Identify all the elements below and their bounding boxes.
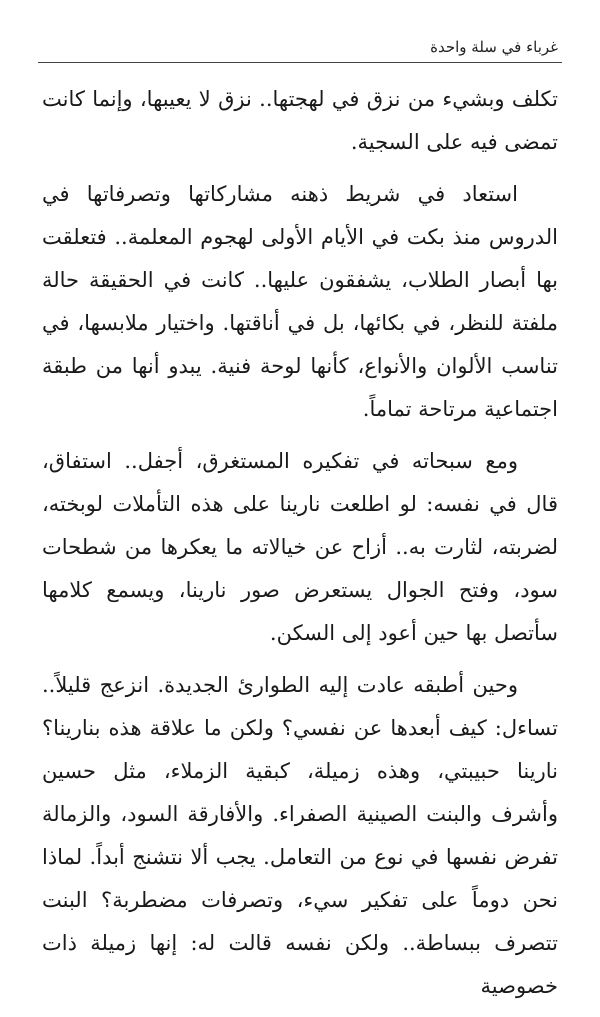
- body-text: [42, 78, 558, 1017]
- header-divider: [38, 62, 562, 63]
- paragraph-1: تكلف وبشيء من نزق في لهجتها.. نزق لا يعيبها، وإنما كانت تمضى فيه على السجية.: [42, 87, 558, 154]
- running-header-title: غرباء في سلة واحدة: [430, 38, 558, 56]
- paragraph-3: ومع سبحاته في تفكيره المستغرق، أجفل.. استفاق، قال في نفسه: لو اطلعت نارينا على هذه التأملات لوبخته، لضربته، لثارت به.. أزاح عن خيالاته ما يعكرها من شطحات سود، وفتح الجوال يستعرض صور نارينا، ويسمع كلامها سأتصل بها حين أعود إلى السكن.: [42, 449, 558, 645]
- paragraph-2: استعاد في شريط ذهنه مشاركاتها وتصرفاتها في الدروس منذ بكت في الأيام الأولى لهجوم المعلمة.. فتعلقت بها أبصار الطلاب، يشفقون عليها.. كانت في الحقيقة حالة ملفتة للنظر، في بكائها، بل في أناقتها. واختيار ملابسها، في تناسب الألوان والأنواع، كأنها لوحة فنية. يبدو أنها من طبقة اجتماعية مرتاحة تماماً.: [42, 182, 558, 421]
- paragraph-4: وحين أطبقه عادت إليه الطوارئ الجديدة. انزعج قليلاً.. تساءل: كيف أبعدها عن نفسي؟ ولكن ما علاقة هذه بنارينا؟ نارينا حبيبتي، وهذه زميلة، كبقية الزملاء، مثل حسين وأشرف والبنت الصينية الصفراء. والأفارقة السود، والزمالة تفرض نفسها في نوع من التعامل. يجب ألا نتشنج أبداً. لماذا نحن دوماً على تفكير سيء، وتصرفات مضطربة؟ البنت تتصرف ببساطة.. ولكن نفسه قالت له: إنها زميلة ذات خصوصية: [42, 673, 558, 998]
